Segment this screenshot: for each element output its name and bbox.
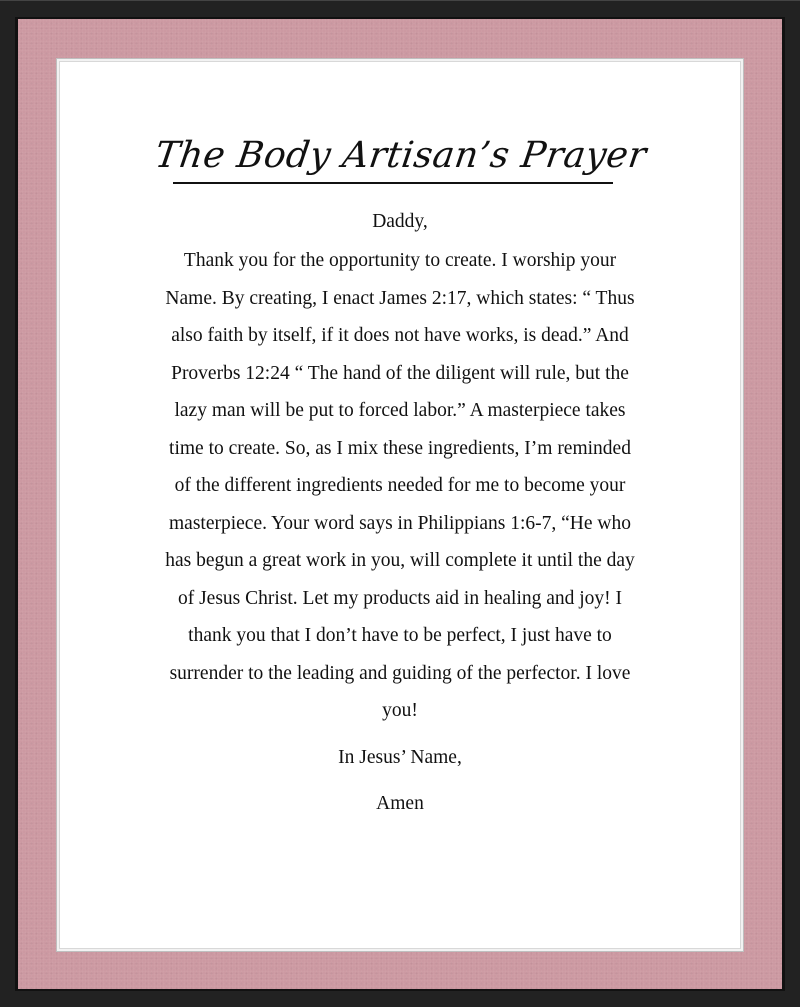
- body-line: you!: [382, 700, 418, 721]
- prayer-document: [60, 62, 740, 948]
- body-line: Name. By creating, I enact James 2:17, which states: “ Thus: [165, 287, 635, 309]
- body-line: has begun a great work in you, will complete it until the day: [165, 550, 635, 571]
- body-line: masterpiece. Your word says in Philippians 1:6-7, “He who: [169, 512, 631, 534]
- body-line: Thank you for the opportunity to create. I worship your: [183, 250, 617, 271]
- document-title: The Body Artisan’s Prayer: [152, 135, 649, 176]
- closing-line: In Jesus’ Name,: [338, 746, 462, 768]
- body-line: of the different ingredients needed for me to become your: [174, 475, 626, 496]
- title-wrap: [60, 134, 740, 182]
- prayer-body: [80, 242, 720, 730]
- greeting: Daddy,: [372, 211, 428, 232]
- body-line: surrender to the leading and guiding of the perfector. I love: [169, 662, 631, 684]
- body-line: lazy man will be put to forced labor.” A masterpiece takes: [174, 400, 626, 421]
- title-underline: [173, 182, 613, 184]
- body-line: also faith by itself, if it does not have works, is dead.” And: [171, 325, 629, 346]
- body-line: time to create. So, as I mix these ingredients, I’m reminded: [169, 437, 631, 459]
- body-line: Proverbs 12:24 “ The hand of the diligent will rule, but the: [171, 362, 629, 384]
- signoff: Amen: [376, 792, 424, 814]
- prayer-text: [80, 202, 720, 824]
- body-line: of Jesus Christ. Let my products aid in healing and joy! I: [177, 587, 623, 609]
- body-line: thank you that I don’t have to be perfect, I just have to: [188, 625, 612, 646]
